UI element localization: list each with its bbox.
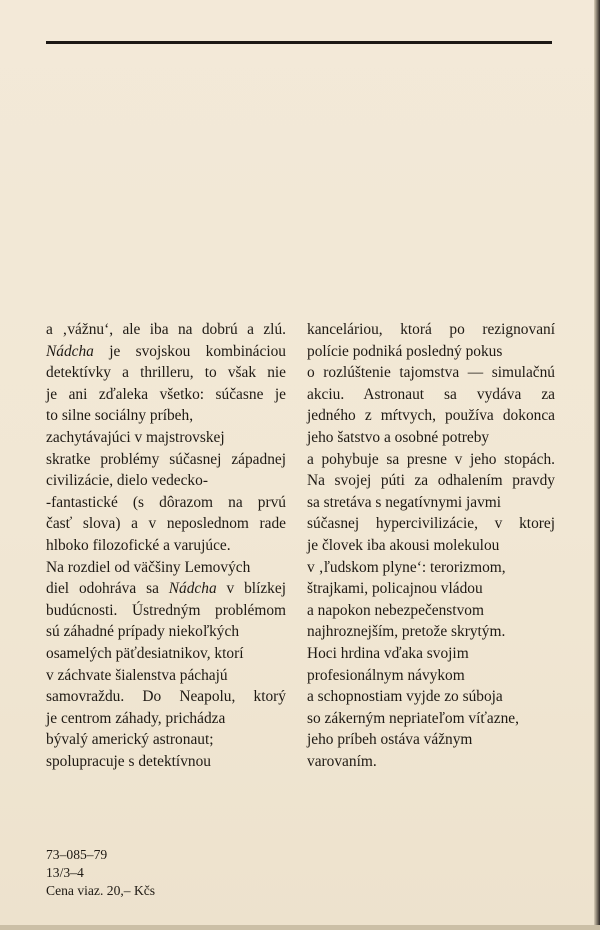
text-line [46, 405, 286, 427]
text-run: sú záhadné prípady niekoľkých [46, 623, 240, 641]
text-line [307, 427, 555, 449]
price-label: Cena viaz. 20,– Kčs [46, 883, 156, 899]
text-line [46, 470, 286, 492]
text-line [307, 751, 555, 773]
text-run: samovraždu. Do Neapolu, ktorý [46, 688, 286, 706]
text-line [46, 621, 286, 643]
text-run: so zákerným nepriateľom víťazne, [307, 709, 519, 727]
text-line [46, 600, 286, 622]
text-run: jedného z mŕtvych, používa dokonca [307, 407, 555, 425]
text-run: varovaním. [307, 752, 377, 770]
text-run: hlboko filozofické a varujúce. [46, 536, 231, 554]
text-run: o rozlúštenie tajomstva — simulačnú [307, 364, 555, 382]
text-run: spolupracuje s detektívnou [46, 752, 211, 770]
text-run: Hoci hrdina vďaka svojim [307, 644, 469, 662]
italic-title: Nádcha [46, 342, 94, 360]
text-run: osamelých päťdesiatnikov, ktorí [46, 644, 244, 662]
edition-code: 13/3–4 [46, 865, 84, 881]
text-line [307, 362, 555, 384]
text-line [307, 405, 555, 427]
text-line [307, 643, 555, 665]
text-line [46, 643, 286, 665]
text-run: je centrom záhady, prichádza [46, 709, 226, 727]
text-run: budúcnosti. Ústredným problémom [46, 601, 286, 619]
text-line [307, 621, 555, 643]
text-line [46, 665, 286, 687]
text-run: Na rozdiel od väčšiny Lemových [46, 558, 251, 576]
text-line [307, 384, 555, 406]
text-run: sa stretáva s negatívnymi javmi [307, 493, 502, 511]
text-line [46, 449, 286, 471]
text-line [307, 600, 555, 622]
text-run: akciu. Astronaut sa vydáva za [307, 385, 555, 403]
text-line [307, 686, 555, 708]
text-run: kanceláriou, ktorá po rezignovaní [307, 321, 555, 338]
text-run: je svojskou kombináciou [93, 342, 286, 360]
text-line [307, 665, 555, 687]
italic-title: Nádcha [168, 580, 217, 598]
text-line [46, 578, 286, 600]
text-line [46, 362, 286, 384]
text-line [46, 492, 286, 514]
imprint-footer [46, 846, 155, 901]
text-run: diel odohráva sa [46, 580, 169, 598]
text-run: a ‚vážnu‘, ale iba na dobrú a zlú. [46, 321, 286, 338]
text-line [46, 427, 286, 449]
text-line [307, 449, 555, 471]
text-line [46, 513, 286, 535]
text-line [307, 729, 555, 751]
text-line [46, 535, 286, 557]
text-run: je ani zďaleka všetko: súčasne je [46, 385, 286, 403]
text-run: jeho šatstvo a osobné potreby [307, 428, 490, 446]
text-run: polície podniká posledný pokus [307, 342, 503, 360]
text-run: zachytávajúci v majstrovskej [46, 428, 225, 446]
text-run: v ‚ľudskom plyne‘: terorizmom, [307, 558, 506, 576]
text-line [46, 341, 286, 363]
top-rule [46, 41, 552, 44]
text-run: je človek iba akousi molekulou [307, 536, 500, 554]
text-run: v záchvate šialenstva páchajú [46, 666, 228, 684]
text-run: detektívky a thrilleru, to však nie [46, 364, 286, 382]
text-run: a napokon nebezpečenstvom [307, 601, 484, 619]
text-run: Na svojej púti za odhalením pravdy [307, 472, 555, 490]
text-run: a pohybuje sa presne v jeho stopách. [307, 450, 555, 468]
text-line [307, 578, 555, 600]
text-run: civilizácie, dielo vedecko- [46, 472, 208, 490]
text-line [46, 751, 286, 773]
text-line [307, 535, 555, 557]
text-run: to silne sociálny príbeh, [46, 407, 194, 425]
text-run: štrajkami, policajnou vládou [307, 580, 483, 598]
text-line [46, 729, 286, 751]
text-line [307, 341, 555, 363]
text-line [307, 319, 555, 341]
catalog-number: 73–085–79 [46, 847, 108, 862]
text-run: profesionálnym návykom [307, 666, 465, 684]
text-line [46, 686, 286, 708]
text-run: jeho príbeh ostáva vážnym [307, 731, 473, 749]
text-run: najhroznejším, pretože skrytým. [307, 623, 506, 641]
text-line [307, 470, 555, 492]
text-line [307, 513, 555, 535]
text-line [307, 492, 555, 514]
text-line [46, 557, 286, 579]
text-line [307, 557, 555, 579]
text-line [307, 708, 555, 730]
page-bottom-edge [0, 925, 600, 930]
text-run: a schopnostiam vyjde zo súboja [307, 688, 503, 706]
text-run: v blízkej [216, 580, 286, 598]
text-run: súčasnej hypercivilizácie, v ktorej [307, 515, 555, 533]
text-run: časť slova) a v neposlednom rade [46, 515, 286, 533]
text-column-left [46, 319, 286, 772]
text-line [46, 708, 286, 730]
page-edge-shadow [594, 0, 600, 930]
text-run: bývalý americký astronaut; [46, 731, 214, 749]
text-column-right [307, 319, 555, 772]
text-run: -fantastické (s dôrazom na prvú [46, 493, 286, 511]
text-line [46, 384, 286, 406]
text-line [46, 319, 286, 341]
text-run: skratke problémy súčasnej západnej [46, 450, 286, 468]
